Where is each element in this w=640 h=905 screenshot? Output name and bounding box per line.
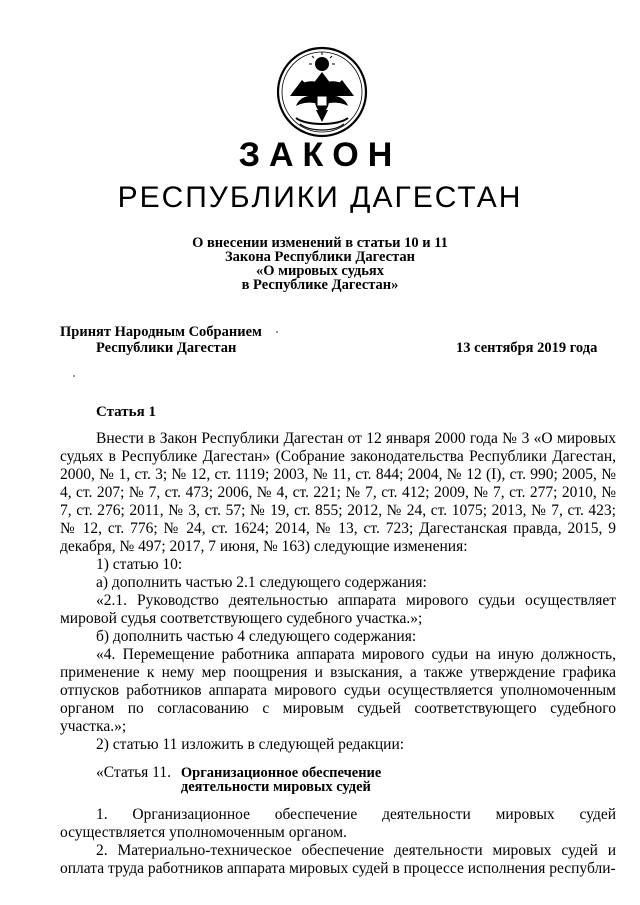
paragraph: 1) статью 10: — [96, 556, 183, 573]
subtitle-line: О внесении изменений в статьи 10 и 11 — [192, 235, 448, 251]
scan-speck — [73, 375, 75, 377]
adoption-line-1: Принят Народным Собранием — [60, 324, 262, 340]
paragraph: 2) статью 11 изложить в следующей редакции: — [96, 736, 405, 753]
paragraph: Внести в Закон Республики Дагестан от 12 января 2000 года № 3 «О мировых судьях в Республике Дагестан» (Собрание законодательства Республики Дагестан, 2000, № 1, ст. 3; № 12, ст. 1119; 2003, № 11, ст. 844; 2004, № 12 (I), ст. 990; 2005, № 4, ст. 207; № 7, ст. 473; 2006, № 4, ст. 221; № 7, ст. 412; 2009, № 7, ст. 277; 2010, № 7, ст. 276; 2011, № 3, ст. 57; № 19, ст. 855; 2012, № 24, ст. 1075; 2013, № 7, ст. 423; № 12, ст. 776; № 24, ст. 1624; 2014, № 13, ст. 723; Дагестанская правда, 2015, 9 декабря, № 497; 2017, 7 июня, № 163) следующие изменения: — [60, 430, 616, 555]
adoption-date: 13 сентября 2019 года — [456, 340, 598, 356]
subtitle-line: в Республике Дагестан» — [241, 277, 399, 293]
document-body — [60, 430, 616, 878]
article-11-title-line-2: деятельности мировых судей — [180, 779, 371, 795]
adoption-block — [60, 324, 262, 356]
article-heading: Статья 1 — [96, 404, 156, 420]
paragraph: б) дополнить частью 4 следующего содержания: — [96, 628, 417, 645]
subtitle-line: Закона Республики Дагестан — [225, 249, 415, 265]
law-subtitle — [0, 236, 640, 292]
paragraph: 1. Организационное обеспечение деятельности мировых судей осуществляется уполномоченным органом. — [60, 806, 616, 841]
paragraph: 2. Материально-техническое обеспечение деятельности мировых судей и оплата труда работников аппарата мировых судей в процессе исполнения республи- — [60, 842, 616, 877]
article-11-heading — [60, 766, 616, 794]
law-title: ЗАКОН — [238, 136, 402, 174]
article-11-title-line-1: Организационное обеспечение — [180, 765, 382, 781]
article-11-prefix: «Статья 11. — [96, 764, 171, 781]
paragraph: «4. Перемещение работника аппарата мирового судьи на иную должность, применение к нему мер поощрения и взыскания, а также утверждение графика отпусков работников аппарата мирового судьи осуществляется уполномоченным органом по согласованию с мировым судьей соответствующего судебного участка.»; — [60, 646, 616, 735]
coat-of-arms-icon — [276, 44, 368, 140]
adoption-line-2: Республики Дагестан — [96, 340, 237, 356]
paragraph: а) дополнить частью 2.1 следующего содержания: — [96, 574, 427, 591]
scan-speck — [276, 331, 278, 333]
subtitle-line: «О мировых судьях — [255, 263, 385, 279]
paragraph: «2.1. Руководство деятельностью аппарата мирового судьи осуществляет мировой судья соответствующего судебного участка.»; — [60, 592, 616, 627]
article-11-title — [181, 766, 382, 794]
republic-name: РЕСПУБЛИКИ ДАГЕСТАН — [117, 181, 523, 214]
